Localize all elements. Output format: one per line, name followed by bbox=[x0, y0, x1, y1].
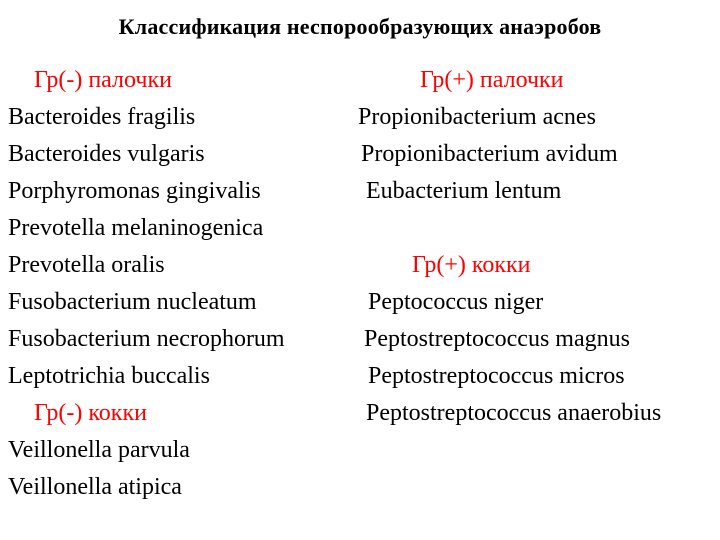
list-item: Peptostreptococcus anaerobius bbox=[366, 400, 662, 426]
list-item: Peptostreptococcus micros bbox=[368, 363, 625, 389]
list-item: Eubacterium lentum bbox=[366, 178, 562, 204]
list-item: Veillonella parvula bbox=[8, 437, 190, 463]
list-item: Fusobacterium necrophorum bbox=[8, 326, 285, 352]
blank-line bbox=[356, 210, 718, 247]
list-item: Fusobacterium nucleatum bbox=[8, 289, 257, 315]
gram-positive-cocci-heading: Гр(+) кокки bbox=[412, 252, 531, 278]
list-item: Veillonella atipica bbox=[8, 474, 182, 500]
list-item: Bacteroides fragilis bbox=[8, 104, 196, 130]
gram-positive-rods-heading: Гр(+) палочки bbox=[420, 67, 564, 93]
left-column-list bbox=[8, 62, 353, 506]
list-item: Propionibacterium avidum bbox=[361, 141, 618, 167]
right-column-list bbox=[356, 62, 718, 432]
list-item: Prevotella melaninogenica bbox=[8, 215, 264, 241]
list-item: Peptostreptococcus magnus bbox=[364, 326, 630, 352]
gram-negative-rods-heading: Гр(-) палочки bbox=[34, 67, 172, 93]
slide-title: Классификация неспорообразующих анаэробов bbox=[118, 14, 602, 39]
list-item: Propionibacterium acnes bbox=[358, 104, 596, 130]
list-item: Peptococcus niger bbox=[368, 289, 544, 315]
list-item: Bacteroides vulgaris bbox=[8, 141, 205, 167]
list-item: Porphyromonas gingivalis bbox=[8, 178, 261, 204]
list-item: Leptotrichia buccalis bbox=[8, 363, 210, 389]
gram-negative-cocci-heading: Гр(-) кокки bbox=[34, 400, 147, 426]
list-item: Prevotella oralis bbox=[8, 252, 165, 278]
